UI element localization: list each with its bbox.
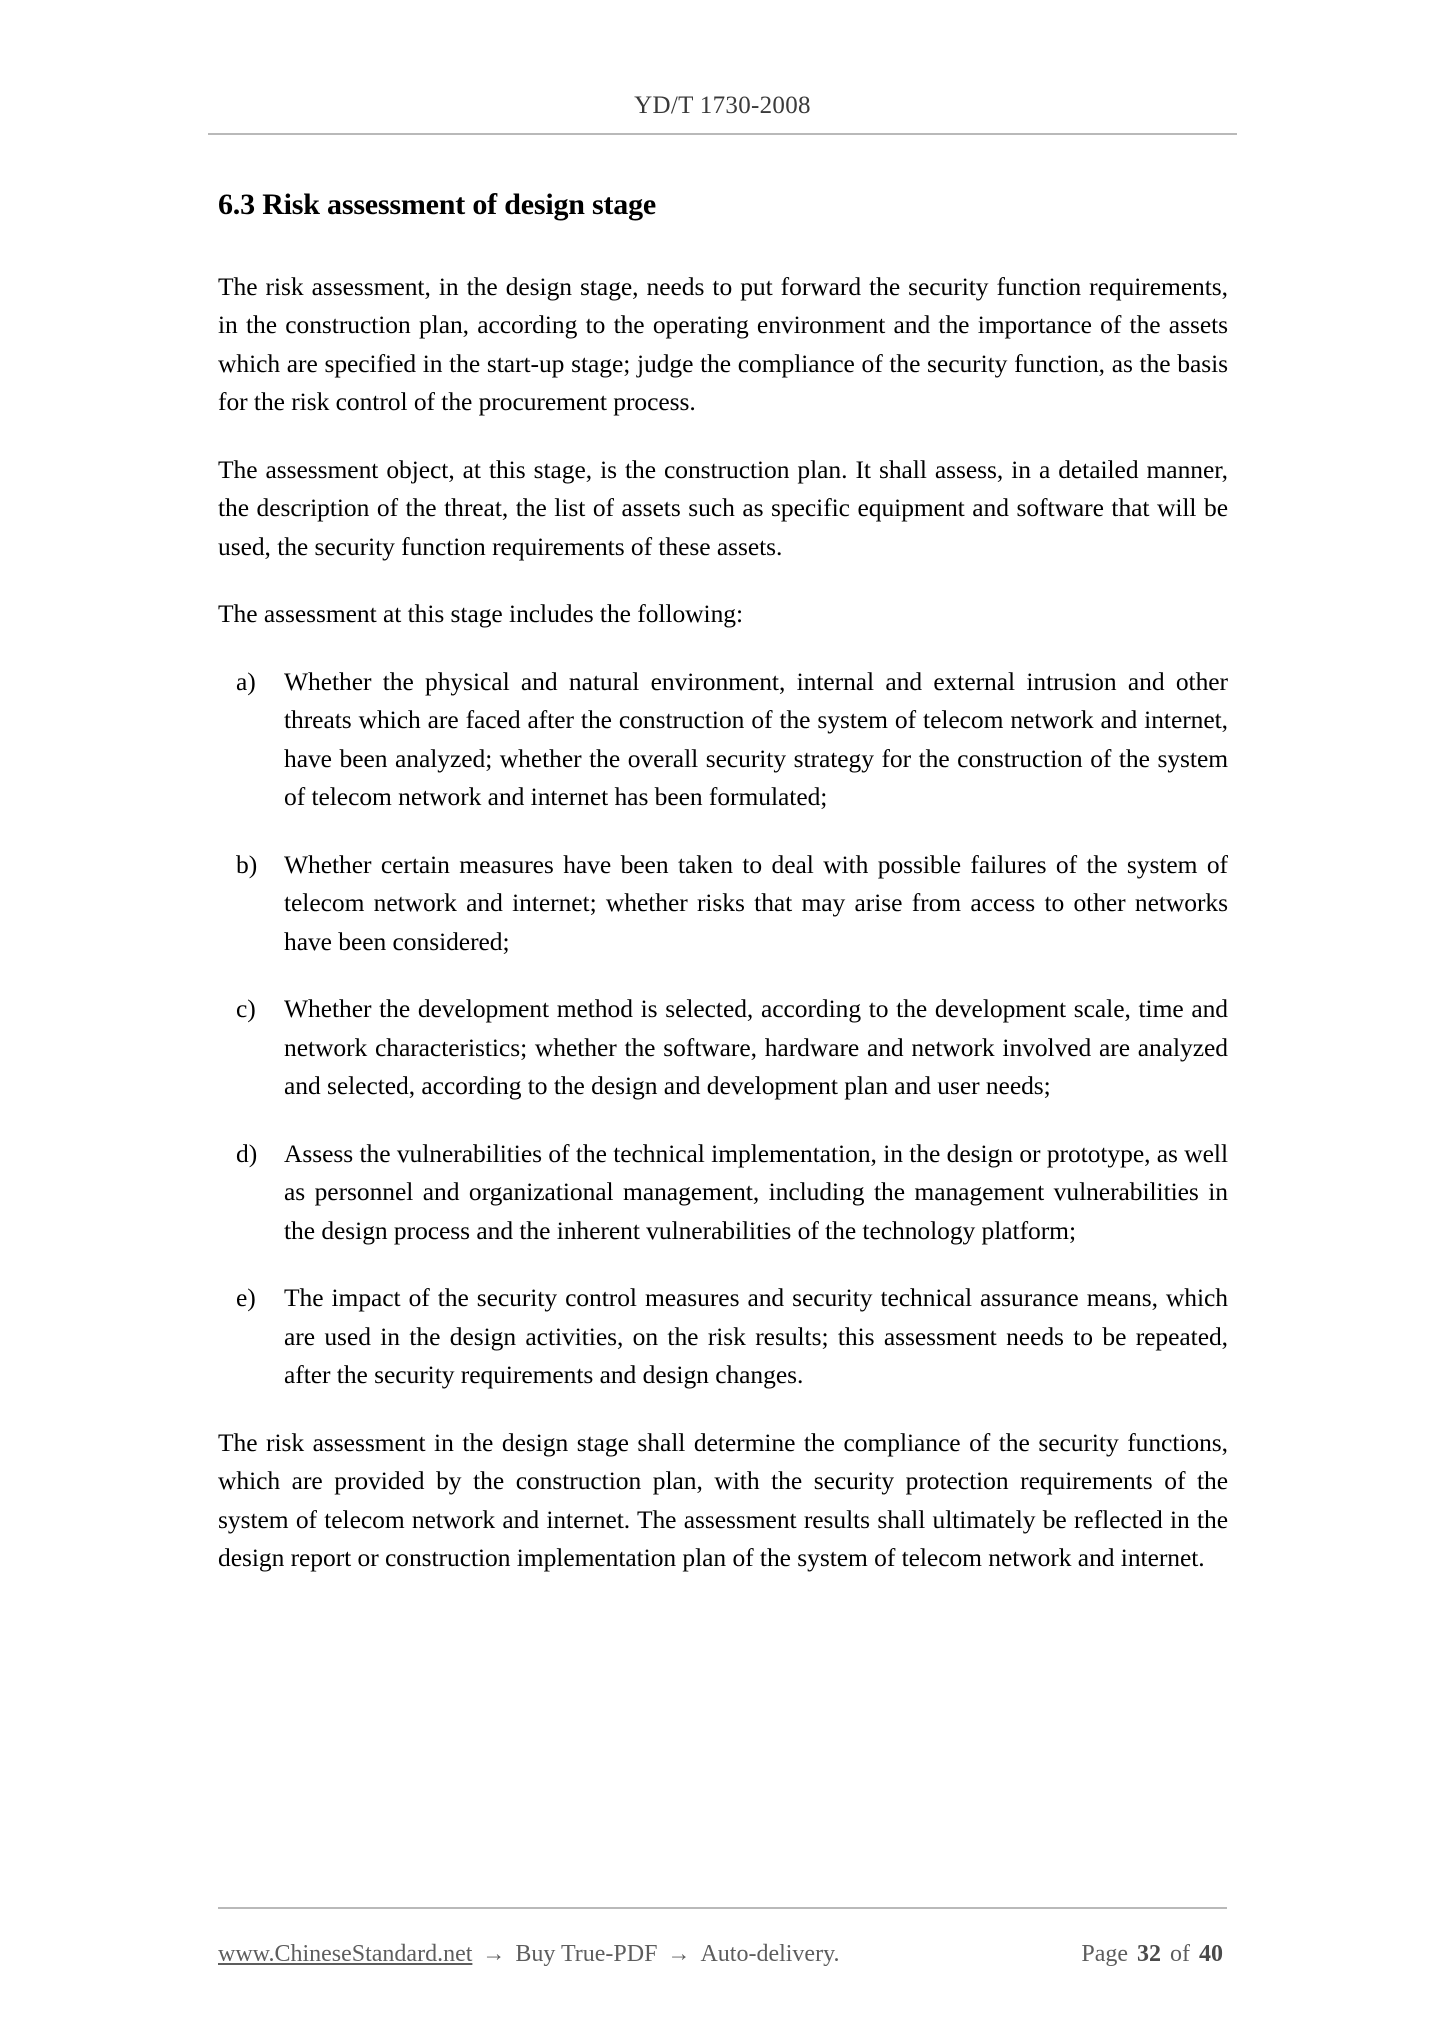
list-item-text: The impact of the security control measures and security technical assurance means, which are used in the design activities, on the risk results; this assessment needs to be repeated, after the security requirements and design changes. bbox=[284, 1283, 1228, 1389]
list-item-marker: c) bbox=[236, 994, 256, 1023]
footer-promo bbox=[218, 1941, 840, 1968]
list-item-marker: e) bbox=[236, 1283, 256, 1312]
page-label: Page bbox=[1081, 1941, 1128, 1967]
document-body bbox=[218, 186, 1228, 1607]
page-footer bbox=[218, 1941, 1227, 1968]
list-item bbox=[218, 663, 1228, 817]
section-heading: 6.3 Risk assessment of design stage bbox=[218, 188, 657, 221]
list-item-marker: a) bbox=[236, 666, 256, 696]
list-item-marker: b) bbox=[236, 849, 258, 879]
paragraph-list-lead-in: The assessment at this stage includes the following: bbox=[218, 599, 744, 628]
delivery-label: Auto-delivery. bbox=[700, 1941, 840, 1967]
header-divider bbox=[208, 133, 1237, 135]
buy-label: Buy True-PDF bbox=[515, 1941, 658, 1967]
current-page-number: 32 bbox=[1137, 1941, 1161, 1967]
arrow-right-icon: → bbox=[482, 1941, 506, 1966]
standard-number: YD/T 1730-2008 bbox=[634, 92, 811, 119]
assessment-items-list bbox=[218, 663, 1228, 1395]
paragraph-assessment-object: The assessment object, at this stage, is the construction plan. It shall assess, in a detailed manner, the description of the threat, the list of assets such as specific equipment and software that will be used, the security function requirements of these assets. bbox=[218, 454, 1228, 561]
arrow-right-icon: → bbox=[667, 1941, 691, 1966]
list-item-marker: d) bbox=[236, 1138, 258, 1168]
website-link[interactable]: www.ChineseStandard.net bbox=[218, 1941, 473, 1967]
paragraph-conclusion: The risk assessment in the design stage shall determine the compliance of the security functions, which are provided by the construction plan, with the security protection requirements of the system of telecom network and internet. The assessment results shall ultimately be reflected in the design report or construction implementation plan of the system of telecom network and internet. bbox=[218, 1427, 1228, 1572]
list-item bbox=[218, 990, 1228, 1106]
list-item-text: Whether certain measures have been taken to deal with possible failures of the system of telecom network and internet; whether risks that may arise from access to other networks have been considered; bbox=[284, 849, 1228, 956]
paragraph-intro: The risk assessment, in the design stage, needs to put forward the security function requirements, in the construction plan, according to the operating environment and the importance of the assets which are specified in the start-up stage; judge the compliance of the security function, as the basis for the risk control of the procurement process. bbox=[218, 271, 1228, 416]
list-item bbox=[218, 1135, 1228, 1251]
of-label: of bbox=[1170, 1941, 1190, 1967]
list-item bbox=[218, 1279, 1228, 1395]
list-item-text: Assess the vulnerabilities of the technical implementation, in the design or prototype, as well as personnel and organizational management, including the management vulnerabilities in the design process and the inherent vulnerabilities of the technology platform; bbox=[284, 1138, 1228, 1245]
page-header bbox=[0, 92, 1445, 120]
total-page-count: 40 bbox=[1199, 1941, 1223, 1967]
list-item-text: Whether the development method is selected, according to the development scale, time and network characteristics; whether the software, hardware and network involved are analyzed and selected, according to the design and development plan and user needs; bbox=[284, 994, 1228, 1100]
list-item-text: Whether the physical and natural environment, internal and external intrusion and other threats which are faced after the construction of the system of telecom network and internet, have been analyzed; whether the overall security strategy for the construction of the system of telecom network and internet has been formulated; bbox=[284, 666, 1228, 811]
page-indicator bbox=[1081, 1941, 1227, 1968]
footer-divider bbox=[218, 1907, 1227, 1909]
list-item bbox=[218, 846, 1228, 962]
